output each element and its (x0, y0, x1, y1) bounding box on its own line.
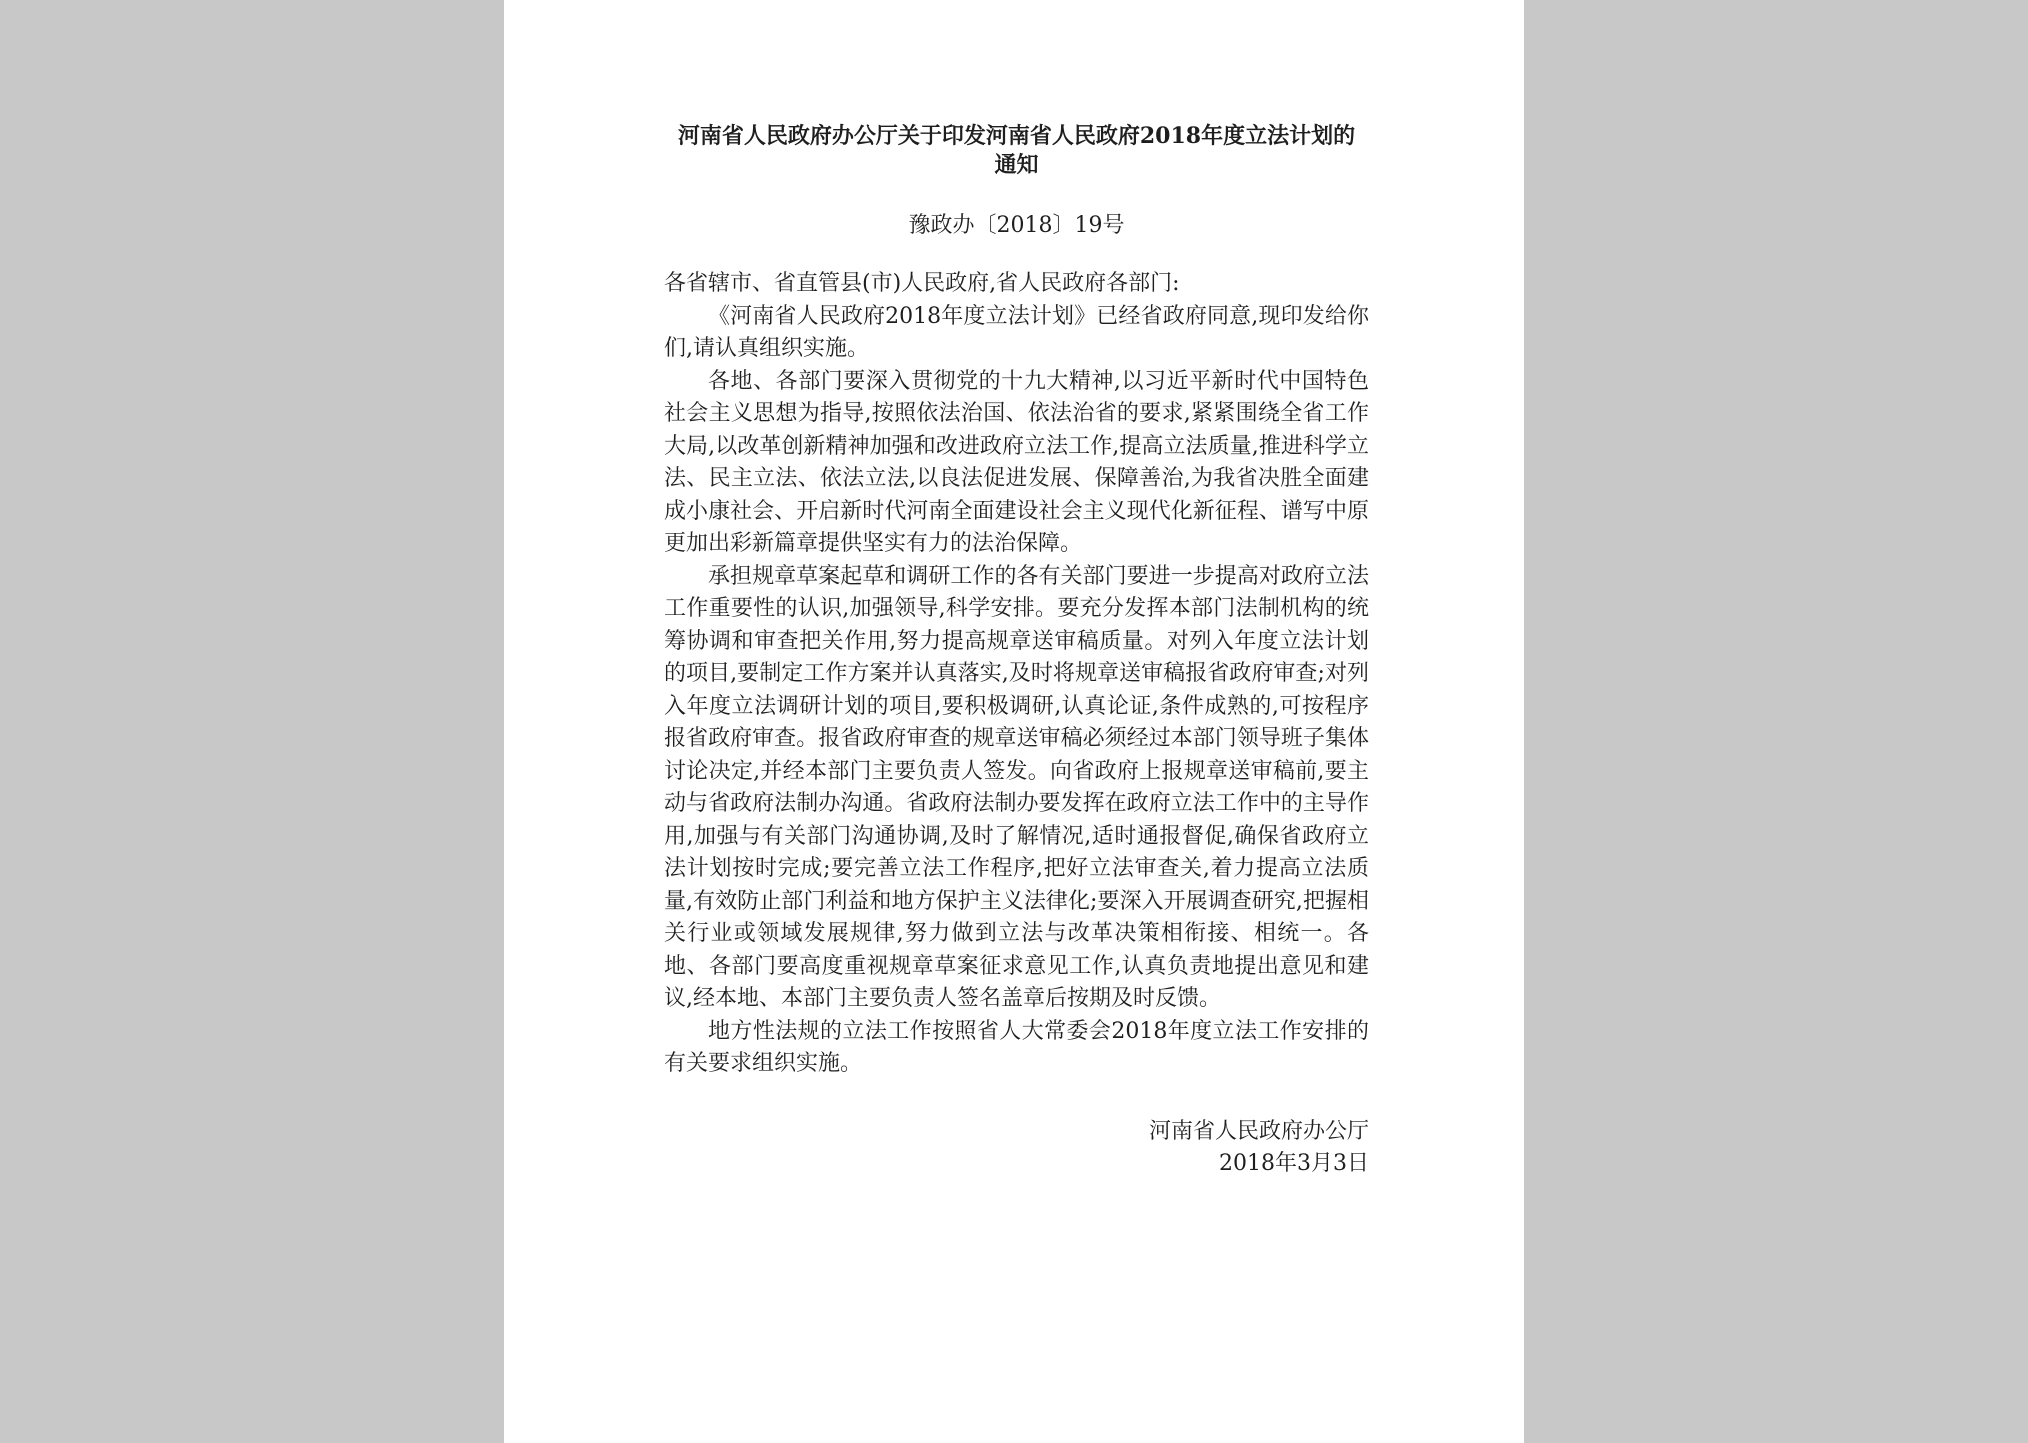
issue-date: 2018年3月3日 (1219, 1150, 1369, 1176)
body-paragraph-4: 地方性法规的立法工作按照省人大常委会2018年度立法工作安排的有关要求组织实施。 (664, 1018, 1369, 1076)
page-content (664, 122, 1369, 1180)
body-paragraph-3: 承担规章草案起草和调研工作的各有关部门要进一步提高对政府立法工作重要性的认识,加强领导,科学安排。要充分发挥本部门法制机构的统筹协调和审查把关作用,努力提高规章送审稿质量。对列入年度立法计划的项目,要制定工作方案并认真落实,及时将规章送审稿报省政府审查;对列入年度立法调研计划的项目,要积极调研,认真论证,条件成熟的,可按程序报省政府审查。报省政府审查的规章送审稿必须经过本部门领导班子集体讨论决定,并经本部门主要负责人签发。向省政府上报规章送审稿前,要主动与省政府法制办沟通。省政府法制办要发挥在政府立法工作中的主导作用,加强与有关部门沟通协调,及时了解情况,适时通报督促,确保省政府立法计划按时完成;要完善立法工作程序,把好立法审查关,着力提高立法质量,有效防止部门利益和地方保护主义法律化;要深入开展调查研究,把握相关行业或领域发展规律,努力做到立法与改革决策相衔接、相统一。各地、各部门要高度重视规章草案征求意见工作,认真负责地提出意见和建议,经本地、本部门主要负责人签名盖章后按期及时反馈。 (664, 563, 1369, 1011)
document-number: 豫政办〔2018〕19号 (908, 213, 1125, 238)
body-paragraph-1: 《河南省人民政府2018年度立法计划》已经省政府同意,现印发给你们,请认真组织实施。 (664, 303, 1369, 361)
document-page (504, 0, 1524, 1443)
issuer-name: 河南省人民政府办公厅 (1148, 1118, 1369, 1144)
salutation: 各省辖市、省直管县(市)人民政府,省人民政府各部门: (664, 271, 1180, 296)
body-paragraph-2: 各地、各部门要深入贯彻党的十九大精神,以习近平新时代中国特色社会主义思想为指导,按照依法治国、依法治省的要求,紧紧围绕全省工作大局,以改革创新精神加强和改进政府立法工作,提高立法质量,推进科学立法、民主立法、依法立法,以良法促进发展、保障善治,为我省决胜全面建成小康社会、开启新时代河南全面建设社会主义现代化新征程、谱写中原更加出彩新篇章提供坚实有力的法治保障。 (664, 368, 1369, 556)
signature-block (664, 1116, 1369, 1180)
document-title: 河南省人民政府办公厅关于印发河南省人民政府2018年度立法计划的通知 (677, 123, 1356, 178)
